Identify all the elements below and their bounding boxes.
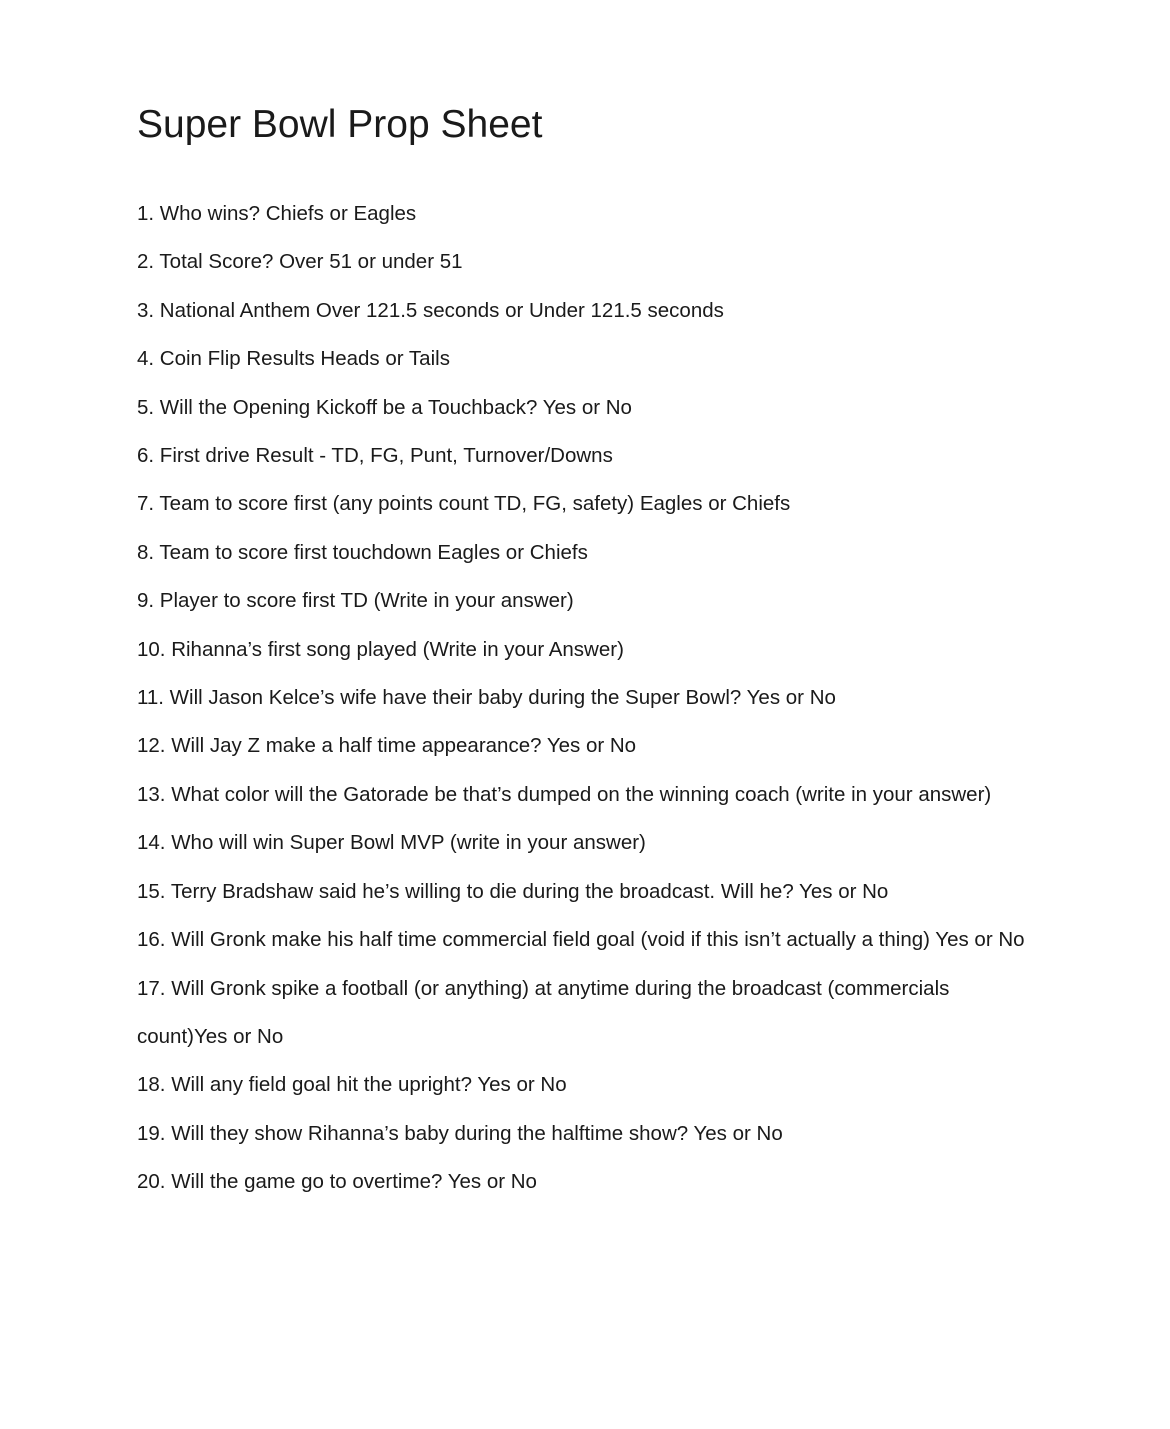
question-item: 12. Will Jay Z make a half time appearance? Yes or No (137, 734, 637, 758)
page-title: Super Bowl Prop Sheet (137, 103, 543, 146)
question-item: 13. What color will the Gatorade be that’s dumped on the winning coach (write in your answer) (137, 782, 992, 806)
question-item: 6. First drive Result - TD, FG, Punt, Turnover/Downs (137, 444, 613, 468)
question-item: 9. Player to score first TD (Write in your answer) (137, 589, 574, 613)
question-item: 3. National Anthem Over 121.5 seconds or Under 121.5 seconds (137, 298, 724, 322)
question-item: 1. Who wins? Chiefs or Eagles (137, 202, 417, 225)
question-list (137, 190, 1037, 1207)
question-item: 11. Will Jason Kelce’s wife have their baby during the Super Bowl? Yes or No (137, 686, 836, 710)
question-item: 16. Will Gronk make his half time commercial field goal (void if this isn’t actually a thing) Yes or No (137, 928, 1025, 952)
question-item: 10. Rihanna’s first song played (Write in your Answer) (137, 637, 624, 661)
question-item: 7. Team to score first (any points count TD, FG, safety) Eagles or Chiefs (137, 492, 791, 516)
question-item: 4. Coin Flip Results Heads or Tails (137, 347, 450, 371)
question-item: 17. Will Gronk spike a football (or anything) at anytime during the broadcast (commercials count)Yes or No (137, 976, 950, 1048)
question-item: 20. Will the game go to overtime? Yes or No (137, 1170, 537, 1194)
question-item: 2. Total Score? Over 51 or under 51 (137, 250, 463, 274)
question-item: 8. Team to score first touchdown Eagles or Chiefs (137, 540, 588, 564)
question-item: 15. Terry Bradshaw said he’s willing to die during the broadcast. Will he? Yes or No (137, 879, 889, 903)
question-item: 14. Who will win Super Bowl MVP (write in your answer) (137, 831, 646, 855)
question-item: 18. Will any field goal hit the upright? Yes or No (137, 1073, 567, 1097)
question-item: 5. Will the Opening Kickoff be a Touchback? Yes or No (137, 395, 632, 419)
question-item: 19. Will they show Rihanna’s baby during the halftime show? Yes or No (137, 1121, 783, 1145)
